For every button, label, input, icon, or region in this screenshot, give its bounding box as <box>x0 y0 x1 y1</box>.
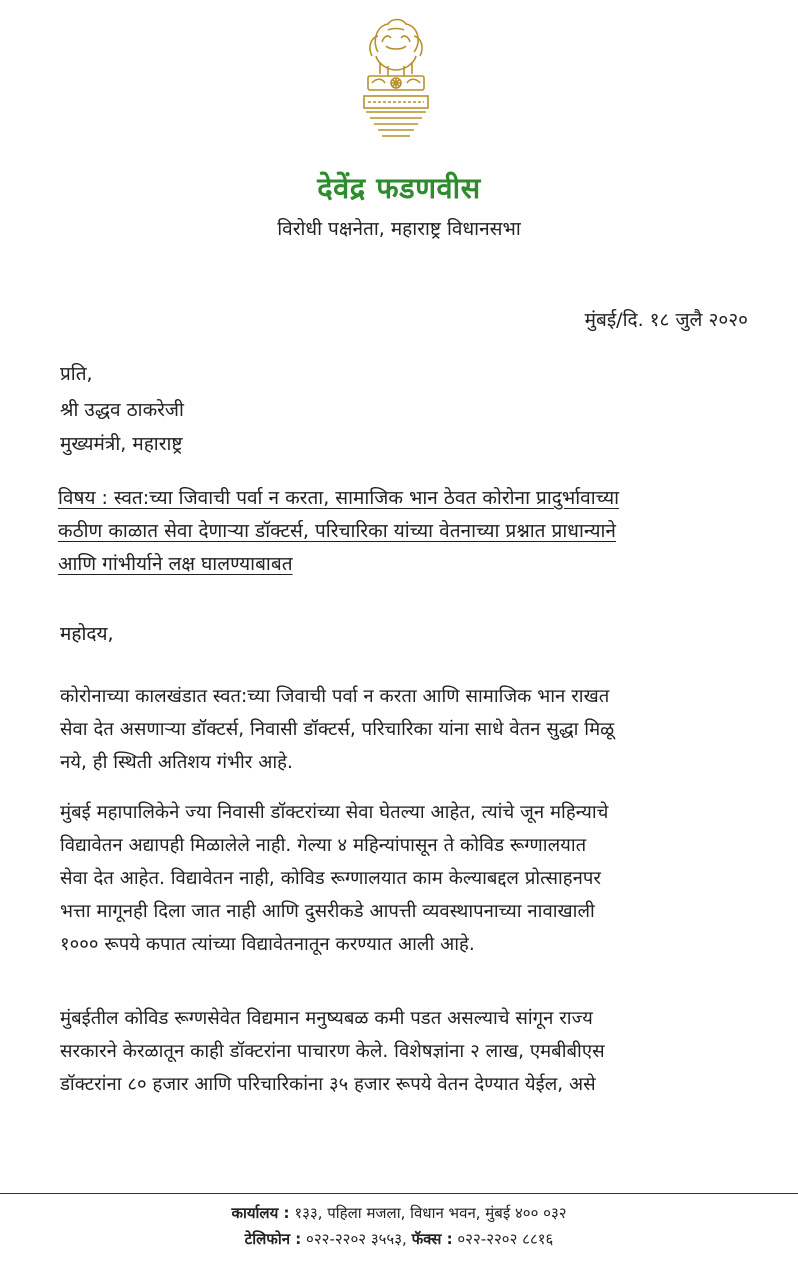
place-date: मुंबई/दि. १८ जुलै २०२० <box>584 309 748 331</box>
office-label: कार्यालय : <box>231 1204 290 1222</box>
subject-block <box>58 482 758 581</box>
phone-number: ०२२-२२०२ ३५५३, <box>306 1230 407 1248</box>
paragraph-line: मुंबई महापालिकेने ज्या निवासी डॉक्टरांच्या सेवा घेतल्या आहेत, त्यांचे जून महिन्याचे <box>60 802 609 823</box>
state-emblem-icon <box>358 12 434 140</box>
paragraph-line: कोरोनाच्या कालखंडात स्वत:च्या जिवाची पर्वा न करता आणि सामाजिक भान राखत <box>60 686 610 707</box>
paragraph-line: १००० रूपये कपात त्यांच्या विद्यावेतनातून करण्यात आली आहे. <box>60 934 475 955</box>
body-paragraph <box>60 796 745 961</box>
phone-label: टेलिफोन : <box>244 1230 302 1248</box>
paragraph-line: नये, ही स्थिती अतिशय गंभीर आहे. <box>60 752 293 773</box>
letterhead-name: देवेंद्र फडणवीस <box>317 171 481 205</box>
subject-line: कठीण काळात सेवा देणाऱ्या डॉक्टर्स, परिचारिका यांच्या वेतनाच्या प्रश्नात प्राधान्याने <box>58 520 616 542</box>
fax-label: फॅक्स : <box>411 1230 453 1248</box>
address-line-recipient: श्री उद्धव ठाकरेजी <box>60 399 184 421</box>
paragraph-line: भत्ता मागूनही दिला जात नाही आणि दुसरीकडे आपत्ती व्यवस्थापनाच्या नावाखाली <box>60 901 595 922</box>
paragraph-line: सेवा देत असणाऱ्या डॉक्टर्स, निवासी डॉक्टर्स, परिचारिका यांना साधे वेतन सुद्धा मिळू <box>60 719 615 740</box>
letterhead-designation: विरोधी पक्षनेता, महाराष्ट्र विधानसभा <box>277 218 521 240</box>
paragraph-line: सेवा देत आहेत. विद्यावेतन नाही, कोविड रूग्णालयात काम केल्याबद्दल प्रोत्साहनपर <box>60 868 601 889</box>
address-line-to: प्रति, <box>60 363 93 385</box>
paragraph-line: सरकारने केरळातून काही डॉक्टरांना पाचारण केले. विशेषज्ञांना २ लाख, एमबीबीएस <box>60 1041 605 1062</box>
subject-line: विषय : स्वत:च्या जिवाची पर्वा न करता, सामाजिक भान ठेवत कोरोना प्रादुर्भावाच्या <box>58 487 620 509</box>
paragraph-line: मुंबईतील कोविड रूग्णसेवेत विद्यमान मनुष्यबळ कमी पडत असल्याचे सांगून राज्य <box>60 1008 593 1029</box>
footer-contact <box>0 1229 798 1249</box>
address-line-title: मुख्यमंत्री, महाराष्ट्र <box>60 433 183 455</box>
paragraph-line: डॉक्टरांना ८० हजार आणि परिचारिकांना ३५ हजार रूपये वेतन देण्यात येईल, असे <box>60 1074 596 1095</box>
office-address: १३३, पहिला मजला, विधान भवन, मुंबई ४०० ०३२ <box>294 1204 567 1222</box>
fax-number: ०२२-२२०२ ८८१६ <box>457 1230 554 1248</box>
body-paragraph <box>60 680 745 779</box>
paragraph-line: विद्यावेतन अद्यापही मिळालेले नाही. गेल्या ४ महिन्यांपासून ते कोविड रूग्णालयात <box>60 835 587 856</box>
footer-divider <box>0 1193 798 1194</box>
body-paragraph <box>60 1002 745 1101</box>
salutation: महोदय, <box>60 623 114 645</box>
footer-office <box>0 1203 798 1223</box>
subject-line: आणि गांभीर्याने लक्ष घालण्याबाबत <box>58 553 293 575</box>
